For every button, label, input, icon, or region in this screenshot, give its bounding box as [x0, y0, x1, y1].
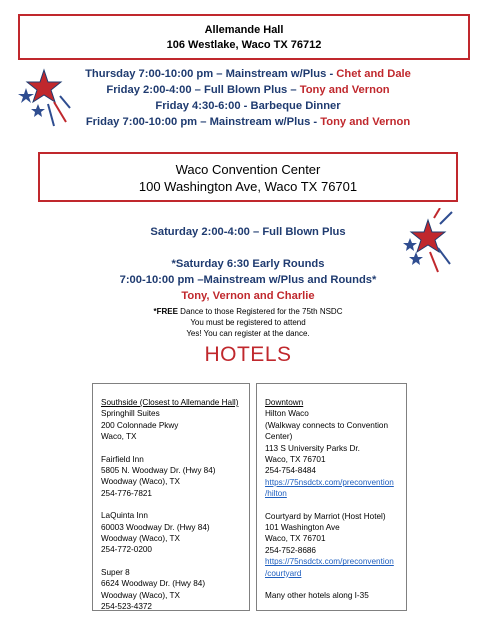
hotel-courtyard-phone: 254-752-8686 [265, 545, 316, 555]
hotel-super8-name: Super 8 [101, 567, 130, 577]
hotel-laquinta-city: Woodway (Waco), TX [101, 534, 181, 544]
hotel-courtyard-city: Waco, TX 76701 [265, 534, 326, 544]
callers-thursday: Chet and Dale [336, 68, 411, 80]
callers-friday-afternoon: Tony and Vernon [299, 84, 390, 96]
hotel-hilton-link-line2[interactable]: /hilton [265, 489, 287, 499]
venue2-address: 100 Washington Ave, Waco TX 76701 [138, 179, 358, 194]
hotel-hilton-link[interactable] [265, 477, 400, 500]
hotel-fairfield-city: Woodway (Waco), TX [101, 477, 181, 487]
hotel-courtyard-link-line2[interactable]: /courtyard [265, 568, 302, 578]
schedule-saturday-evening: 7:00-10:00 pm –Mainstream w/Plus and Rounds* [119, 274, 377, 286]
hotel-springhill-address: 200 Colonnade Pkwy [101, 420, 179, 430]
hotel-fairfield-name: Fairfield Inn [101, 454, 144, 464]
register-at-dance-note: Yes! You can register at the dance. [186, 329, 310, 338]
hotel-laquinta-phone: 254-772-0200 [101, 545, 152, 555]
hotel-springhill-city: Waco, TX [101, 432, 137, 442]
free-dance-note: *FREE Dance to those Registered for the 75th NSDC [153, 307, 343, 316]
hotel-hilton-address: 113 S University Parks Dr. [265, 443, 360, 453]
schedule-friday-dinner: Friday 4:30-6:00 - Barbeque Dinner [155, 100, 341, 112]
venue-convention-center [38, 152, 458, 202]
callers-saturday: Tony, Vernon and Charlie [181, 290, 315, 302]
hotels-downtown-box [256, 383, 407, 611]
schedule-saturday-rounds: *Saturday 6:30 Early Rounds [171, 258, 325, 270]
venue1-address: 106 Westlake, Waco TX 76712 [166, 39, 322, 51]
hotel-fairfield-address: 5805 N. Woodway Dr. (Hwy 84) [101, 466, 216, 476]
venue-allemande-hall [18, 14, 470, 60]
hotel-courtyard-name: Courtyard by Marriot (Host Hotel) [265, 511, 386, 521]
hotels-southside-box [92, 383, 250, 611]
other-hotels-note: Many other hotels along I-35 [265, 591, 369, 601]
registration-note: You must be registered to attend [190, 318, 306, 327]
hotel-hilton-name: Hilton Waco [265, 409, 309, 419]
schedule-thursday: Thursday 7:00-10:00 pm – Mainstream w/Plus - Chet and Dale [85, 68, 411, 80]
venue2-name: Waco Convention Center [175, 162, 321, 177]
hotel-fairfield-phone: 254-776-7821 [101, 488, 152, 498]
hotel-hilton-note: (Walkway connects to Convention [265, 420, 389, 430]
hotel-springhill-name: Springhill Suites [101, 409, 160, 419]
schedule-friday-evening: Friday 7:00-10:00 pm – Mainstream w/Plus - Tony and Vernon [85, 116, 411, 128]
hotel-super8-address: 6624 Woodway Dr. (Hwy 84) [101, 579, 206, 589]
hotels-title: HOTELS [204, 343, 292, 366]
southside-heading: Southside (Closest to Allemande Hall) [101, 398, 239, 407]
hotel-courtyard-link[interactable] [265, 556, 400, 579]
hotel-hilton-city: Waco, TX 76701 [265, 455, 326, 465]
hotel-hilton-phone: 254-754-8484 [265, 466, 316, 476]
hotel-hilton-link-line1[interactable]: https://75nsdctx.com/preconvention [265, 477, 394, 487]
hotel-hilton-note-cont: Center) [265, 432, 293, 442]
hotel-super8-city: Woodway (Waco), TX [101, 590, 181, 600]
downtown-heading: Downtown [265, 398, 304, 407]
venue1-name: Allemande Hall [204, 24, 284, 36]
schedule-friday-afternoon: Friday 2:00-4:00 – Full Blown Plus – Tony and Vernon [106, 84, 390, 96]
callers-friday-evening: Tony and Vernon [320, 116, 411, 128]
hotel-courtyard-link-line1[interactable]: https://75nsdctx.com/preconvention [265, 557, 394, 567]
hotel-laquinta-address: 60003 Woodway Dr. (Hwy 84) [101, 522, 210, 532]
hotel-super8-phone: 254-523-4372 [101, 602, 152, 612]
hotel-laquinta-name: LaQuinta Inn [101, 511, 148, 521]
hotel-courtyard-address: 101 Washington Ave [265, 523, 340, 533]
schedule-saturday-afternoon: Saturday 2:00-4:00 – Full Blown Plus [150, 226, 346, 238]
